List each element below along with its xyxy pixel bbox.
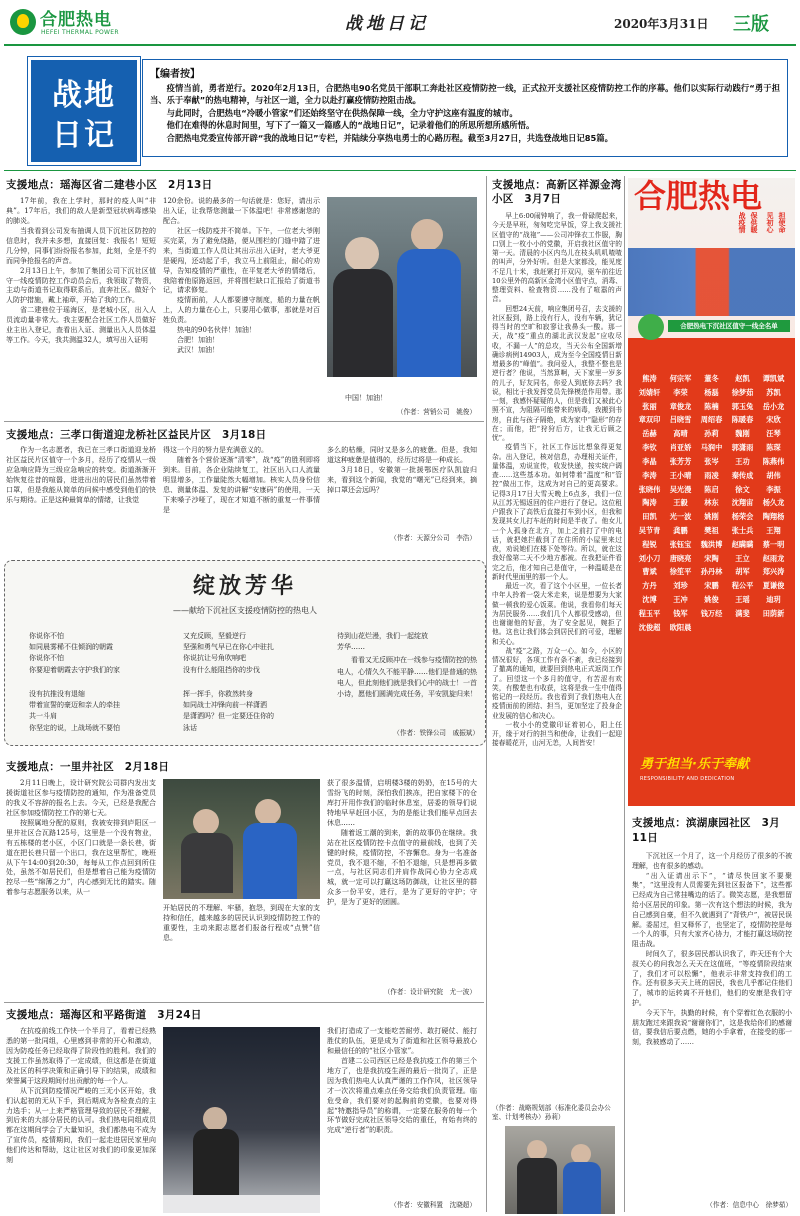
a3-photo <box>163 779 320 899</box>
a4-byline: （作者：安徽科置 沈晓超） <box>390 1201 476 1209</box>
staff-name: 董冬 <box>704 374 719 383</box>
staff-name: 田凯 <box>642 512 657 522</box>
article-4-col1 <box>6 1027 156 1213</box>
article-1-col2 <box>163 197 320 356</box>
staff-name: 岳小龙 <box>762 401 785 411</box>
staff-name: 孙丹林 <box>700 567 723 577</box>
staff-name: 张晓伟 <box>638 484 661 494</box>
staff-name: 秦传成 <box>731 470 754 480</box>
editor-note-p1: 疫情当前，勇者逆行。2020年2月13日，合肥热电90名党员干部职工奔赴社区疫情防控一线，正式拉开支援社区疫情防控工作的序幕。他们以实际行动践行“勇于担当、乐于奉献”的热电精神，与社区一道，全力以赴打赢疫情防控阻击战。 <box>150 83 780 106</box>
a1-p6: 社区一线防疫并不简单。下午，一位老大爷刚买完菜，为了避免绕路，便从围栏的门缝中踏了进来，当街道工作人员让其出示出入证时，老大爷更是硬闯，还动起了手，我立马上前阻止，耐心的劝导，告知疫情的严重性，在平复老大爷的情绪后，我陪着他原路返回，并将围栏缺口汇报给了街道书记，请求修复。 <box>163 226 320 295</box>
staff-name: 刘婧轩 <box>638 387 661 397</box>
a5-p5: 战“疫”之路，万众一心。如今，小区的情况很好，各项工作有条不紊，我已经接到了撤离的通知，就要回到热电正式返岗工作了。回望这一个多月的值守，有苦涩有欢笑，有酸楚也有收获，这将是我一生中值得铭记的一段经历。我也看到了我们热电人在疫情面前的团结、担当，更加坚定了投身企业发展的信心和决心。 <box>492 646 622 720</box>
column-divider <box>486 176 487 1212</box>
staff-name: 王瑶 <box>735 595 750 604</box>
poem-line: 如同晨雾稀不住倾润的朝霞 <box>29 643 113 652</box>
a1-p7: 疫情面前，人人都要遵守制度，船的力量在帆上，人的力量在心上，只要用心做事，那就是对百姓负责。 <box>163 296 320 325</box>
staff-name: 满斐 <box>735 608 750 618</box>
issue-date: 2020年3月31日 <box>614 17 709 31</box>
staff-name: 张钰宝 <box>669 539 692 549</box>
article-4-title: 支援地点：瑶海区和平路街道 3月24日 <box>6 1009 202 1021</box>
a3-p4: 获了很多温情，启明楼3楼的奶奶，在15号的大雪纷飞的时刻，深怕我们挨冻，把自家楼下的仓库打开用作我们的临时休息室，居委的领导们说特地早早赶回小区，为的是能让我们能早点回去休息…… <box>327 779 477 827</box>
staff-name: 李振 <box>766 484 781 494</box>
poem-stanza-1 <box>29 631 179 676</box>
staff-name: 陈燕伟 <box>762 456 785 466</box>
a2-p4: 多么的枯燥，同时又是多么的疲惫。但是，我知道这种疲惫是值得的，经历过将是一种成长。 <box>327 446 477 464</box>
article-1-col1 <box>6 197 156 346</box>
poem-byline: （作者：铁锋公司 戚振斌） <box>393 729 479 737</box>
page-header <box>0 0 800 48</box>
staff-name: 郭玉兔 <box>731 401 754 411</box>
poster-banner: 合肥热电下沉社区值守一线全名单 <box>668 320 790 332</box>
staff-name: 唐晓亮 <box>669 553 692 563</box>
staff-name: 程公平 <box>731 581 754 591</box>
article-6-title: 支援地点：滨湖康园社区 3月11日 <box>632 817 781 844</box>
a6-p3: 时间久了，很多居民都认识我了，昨天还有个大叔关心的问我怎么天天在这值班，“等疫情阶段结束了，我们才可以松懈”，他表示非常支持我们的工作。还有很多天天上班的居民，我也几乎都记住他们了，城市的运转离不开他们，他们的安康是我们守护。 <box>632 949 792 1007</box>
poem-line: 没有抗推没有退缩 <box>29 690 85 698</box>
poster-title: 合肥热电 <box>634 178 763 215</box>
poem-line: 你坚定的说，上战场就不要怕 <box>29 723 120 732</box>
a5-p4: 最近一次，看了这个小区里，一位长者中年人拎着一袋大米走来，说是想要为大家做一顿我的爱心饭菜。他说，我看你们每天为居民服务……我们几个人都很受感动，但也谢谢他的好意，为了安全起见，婉拒了他。这也让我们体会到居民们的可爱，理解和关心。 <box>492 582 622 646</box>
column-divider <box>624 176 625 1212</box>
poster-tag-1: 战疫情 <box>737 212 746 233</box>
staff-name: 杨荣会 <box>731 512 754 522</box>
staff-name: 欧阳晨 <box>669 622 692 632</box>
a2-byline: （作者：天源分公司 李浩） <box>390 534 476 542</box>
staff-name: 樊祖 <box>704 525 719 535</box>
staff-name: 王冲 <box>673 595 688 604</box>
column-title-line1: 战地 <box>52 78 116 113</box>
section-title: 战地日记 <box>345 14 429 34</box>
article-5-title: 支援地点：高新区祥源金湾小区 3月7日 <box>492 179 622 206</box>
editor-note-label: 【编者按】 <box>150 69 200 80</box>
staff-name: 赵凯 <box>735 374 750 383</box>
a1-closing-line: 中国！加油！ <box>345 394 387 402</box>
mascot-icon <box>638 314 664 340</box>
article-3-col2: 开始居民的不理解、牢骚，抱怨，到现在大家的支持和信任，越来越多的居民认识到疫情防控工作的重要性，主动来跟志愿者们报备行程或“点赞”信息。 <box>163 904 320 942</box>
page-number: 三版 <box>733 14 769 35</box>
poem-line: 坚强和勇气早已在你心中驻扎 <box>183 643 274 652</box>
staff-name: 杨磊 <box>704 387 719 397</box>
staff-name: 程锐 <box>642 539 657 549</box>
staff-name: 宋鹏 <box>704 581 719 591</box>
poem-line: 挥一挥手，你救然转身 <box>183 690 253 698</box>
poem-subtitle: ——献给下沉社区支援疫情防控的热电人 <box>173 606 317 615</box>
staff-name: 章双印 <box>638 415 661 425</box>
poster-slogan: 勇于担当·乐于奉献 <box>640 757 749 772</box>
poster-group-photo <box>628 248 795 316</box>
a5-p3: 疫情当下，社区工作远比想象得更复杂。出入登记，核对信息，办理相关证件，量体温，劝说宣传，收发快递，按实统户调查……这些基本功。如何带着“温度”和“管控”做出工作，这成为对自己的更高要求。记得3月17日大雪天晚上6点多，我们一位从江苏无锡返回的住户进行了登记。这位租户跟我下了高铁后直接打车到小区，但我和发现其女儿打车赶的时间是半夜了。他女儿一个人孤身在北方，加上之前打了中的电话，就把她拦截到了在住所的小屋里来过夜，劝说她们在楼下处等待。所以，就在这我好像第二天不少地方都被。在我把证件看完之后，他才知自己是值守，一种温暖是在新时代里面里的那一个人。 <box>492 443 622 581</box>
divider <box>4 170 796 171</box>
staff-name: 吕晓雪 <box>669 415 692 425</box>
a1-p4: 省二建巷位于瑶海区，是老城小区，出入人员流动量非常大。我主要配合社区工作人员做好业主出入登记，查看出入证、测量出入人员体温等工作。今天，我共测温32人，填写出入证明 <box>6 306 156 345</box>
staff-name: 张丽 <box>642 401 657 411</box>
a6-p1: 下沉社区一个月了，这一个月经历了很多的不被理解，也有很多的感动。 <box>632 852 792 870</box>
poster-tag-3: 见初心 <box>765 212 774 233</box>
staff-name: 沈翔宙 <box>731 498 754 508</box>
a4-p2: 从下沉到防疫情况严峻的三无小区开始，我们认起初的无从下手，到后期成为各检查点的主力选手；从一上来严格管理导致的居民不理解，到后来的大部分居民的认可。我们热电同组成员都在这期间学会了大量知识，我们都热电不成为了宣传员，疫情期间，我们一起走进居民家里向他们传达和帮助，这让社区对我们的印象更加深刻 <box>6 1086 156 1165</box>
editor-note-frame <box>142 59 788 157</box>
a3-byline: （作者：设计研究院 尤一波） <box>383 988 476 996</box>
staff-name: 徐梦茹 <box>731 387 754 397</box>
staff-name: 吴光漫 <box>669 484 692 494</box>
hefei-thermal-logo-icon <box>10 9 36 35</box>
poster-slogan-en: RESPONSIBILITY AND DEDICATION <box>640 776 735 782</box>
poem-line: 你要迎着朝霞去守护我们的家 <box>29 665 120 674</box>
a1-byline: （作者：营销公司 姚俊） <box>396 408 476 416</box>
column-title-line2: 日记 <box>52 118 116 153</box>
poem-line: 又充反顾，坚毅逆行 <box>183 632 246 640</box>
staff-name: 胡伟 <box>766 470 781 480</box>
article-5-body <box>492 212 622 1102</box>
staff-name: 周绍春 <box>700 415 723 425</box>
staff-name: 李钦 <box>642 443 657 453</box>
article-2-col2 <box>163 446 320 516</box>
a5-p1: 早上6:00闹钟响了，我一骨碌爬起来，今天是早班，匆匆吃完早饭，穿上我支援社区值守的“战袍”——公司冲锋衣工作服，胸口别上一枚小小的党徽，开启我社区值守的第一天。清晨的小区内鸟儿在枝头叽叽喳喳的叫声，分外好听。但是大家都没，能见度不足几十米，我赶紧打开双闪，驱车前往近10公里外的高新区金湾小区值守点，消毒、整理资料、检查物资……没有了喧嚣的声音。 <box>492 212 622 304</box>
a5-p2: 回想24天前，响应集团号召，去支援的社区报到，路上没有行人，没有车辆，犹记得当时的空旷和寂寥让我鼻头一酸。那一天，战“疫”重点的湖北武汉发起“应收尽收，不漏一人”的总攻，当天公布全国新增确诊病例14903人，成为至今全国疫情日新增最多的“峰值”。我问爱人，我整不整也是逆行者？他说，当然算啊，天下家里一岁多的儿子，好友同名，你爱人到底你去吗？我说，相比于我发挥党员先锋模范作用带。那一刻，我感怀疑疑的人，但是我们又被此心照不宣，为阻隔可能带来的病毒，我搬到书房，自此与孩子隔绝，成为家中“隐形”的存在；而他，把“狩狩后方，让我无后顾之忧”。 <box>492 304 622 442</box>
article-1-title: 支援地点：瑶海区省二建巷小区 2月13日 <box>6 179 213 191</box>
poem-line: 如同战士冲锋向前一样潇洒 <box>183 701 267 710</box>
a4-p4: 首建二公司西区已经是我抗疫工作的第三个地方了，也是我抗疫生涯的最后一批岗了，正是因为我们热电人认真严谨的工作作风，社区领导才一次次将重点难点任务交给我们负责管理。临危受命，我们要对的起胸前的党徽，也要对得起“特邀指导员”的称谓，一定要在服务的每一个环节做好完成社区领导交给的重任，有始有终的完成“逆行者”的职责。 <box>327 1056 477 1135</box>
staff-name: 刘珍 <box>673 581 688 591</box>
staff-name: 吴节青 <box>638 525 661 535</box>
staff-list-poster <box>628 178 795 806</box>
staff-name: 熊涛 <box>642 374 657 383</box>
article-3-col1 <box>6 779 156 898</box>
staff-name: 杨久龙 <box>762 498 785 508</box>
staff-name: 谭凯斌 <box>762 374 785 383</box>
poem-afterword: 看看又无反顾冲在一线参与疫情防控的热电人，心情久久不能平静……他们是普通的热电人，但此刻他们就是我们心中的战士！一首小诗，愿他们圆满完成任务，平安凯旋归来！ <box>337 656 477 698</box>
editor-note-p2: 与此同时，合肥热电“冷暖小管家”们还始终坚守在供热保障一线，全力守护这座有温度的城市。 <box>166 107 518 118</box>
a3-p2: 按照属地分配的原则，我被安排到庐阳区一里井社区合瓦路125号，这里是一个没有物业，有五栋楼的老小区，小区门口就是一条长巷，街道在把长巷只留一个出口，我在这里帮忙，晚班从下午14:00到20:30，每每从工作点回到所住处，虽然不如居民们，但是想着自己能为疫情防控尽一些“绵薄之力”，内心感到无比的踏实。随着参与志愿服务以来，从一 <box>6 818 156 897</box>
logo-subtext: HEFEI THERMAL POWER <box>41 29 119 36</box>
a3-p1: 2月11日晚上，设计研究院公司群内发出支援街道社区参与疫情防控的通知，作为准备党员的我义不容辞的报名上去。今天，已经是我配合社区参加疫情防控工作的第七天。 <box>6 779 156 817</box>
staff-name: 赵雨龙 <box>762 553 785 563</box>
poem-stanza-2 <box>29 689 179 734</box>
staff-name: 宋欣 <box>766 415 781 425</box>
staff-name: 陈楠 <box>704 401 719 411</box>
a1-photo <box>327 197 477 377</box>
poem-line: 没有什么能阻挡你的步伐 <box>183 665 260 674</box>
staff-name: 徐文 <box>735 484 750 494</box>
a5-photo <box>505 1126 615 1214</box>
staff-name: 岳赫 <box>642 429 657 439</box>
poem-line: 共一斗肩 <box>29 712 57 721</box>
staff-name: 王翔 <box>766 525 781 535</box>
divider <box>4 421 484 422</box>
editor-note-p4: 合肥热电党委宣传部开辟“我的战地日记”专栏，并陆续分享热电勇士的心路历程。截至3月27日，共选登战地日记85篇。 <box>166 132 613 143</box>
poster-tag-4: 担使命 <box>777 212 786 233</box>
a5-p6: 一枚小小的党徽印证着初心，阳上任开，缘于对行的担当和使命，让我们一起迎接春暖花开，山河无恙，人间皆安！ <box>492 720 622 748</box>
poem-line: 待到山花烂漫，我们一起绽放 <box>337 632 428 640</box>
poem-stanza-3 <box>183 631 333 676</box>
staff-name: 魏刚 <box>735 429 750 439</box>
staff-name: 苏凯 <box>766 387 781 397</box>
a2-p2: 得这一个月的努力是充满意义的。 <box>163 446 268 454</box>
staff-name: 汪琴 <box>766 429 781 439</box>
poem-title: 绽放芳华 <box>192 573 297 599</box>
a3-p5: 随着返工潮的到来，新的故事仍在继续。我站在社区疫情防控卡点值守的最前线，也到了关键的时候，疫情防控，不容懈怠。身为一名准备党员，我不退不缩，不怕不退缩，只是想再多做一点，与社区同志们并肩作战同心协力全志成城，就一定可以打赢这场防御战，让社区里的群众多一份平安，进行，是为了更好的守护；守护，是为了更好的团圆。 <box>327 828 477 907</box>
staff-name: 高晴 <box>673 429 688 439</box>
poem-stanza-5 <box>337 631 477 700</box>
staff-name: 陈启 <box>704 484 719 494</box>
staff-name: 刘小刀 <box>638 553 661 563</box>
staff-name: 蔡一明 <box>762 539 785 549</box>
staff-name: 肖亚娇 <box>669 443 692 453</box>
staff-name: 田荫新 <box>762 608 785 618</box>
staff-name: 钱军 <box>673 608 688 618</box>
poem-stanza-4 <box>183 689 333 734</box>
a1-p1: 17年前，我在上学时，那时的疫人叫“非典”。17年后，我们的敌人是新型冠状病毒感染的肺炎。 <box>6 197 156 225</box>
article-2-col3 <box>327 446 477 496</box>
staff-name: 龚鹏 <box>673 525 688 535</box>
header-rule <box>4 44 796 46</box>
staff-name: 何宗军 <box>669 374 692 383</box>
logo-text: 合肥热电 <box>40 10 112 30</box>
staff-name: 钱万经 <box>700 608 723 618</box>
staff-name: 张士兵 <box>731 525 754 535</box>
staff-name: 光一波 <box>669 512 692 522</box>
staff-name: 雨凌 <box>704 470 719 480</box>
staff-name: 程玉平 <box>638 608 661 618</box>
poem-line: 泳话 <box>183 723 197 732</box>
a6-p4: 今天下午，执勤的时候，有个穿着红色衣服的小朋友跑过来跟我说“谢谢你们”，这是我给你们的感谢信，要我信后要点燃，她的小手拿着，在接受的那一刻，我被感动了…… <box>632 1008 792 1047</box>
article-2-col1: 作为一名志愿者，我已在三孝口街道迎龙桥社区益民片区值守一个多月，经历了疫情从一级应急响应降为三级应急响应的转变。街道渐渐开始恢复往昔的喧嚣，进进出出的居民们虽然带着口罩，但是我能从简单的问候中感受到他们的快乐与期待。正是这种最简单的情绪，让我觉 <box>6 446 156 504</box>
poem-box <box>4 560 486 746</box>
staff-name: 姚刚 <box>704 512 719 522</box>
staff-name: 方丹 <box>642 581 657 591</box>
staff-name: 张岑 <box>704 456 719 466</box>
staff-name: 王毅 <box>673 498 688 508</box>
staff-names-grid <box>634 374 789 633</box>
staff-name: 陶涛 <box>642 498 657 508</box>
staff-name: 魏洪博 <box>700 539 723 549</box>
column-title-box <box>31 60 137 162</box>
staff-name: 李晶 <box>642 456 657 466</box>
staff-name: 宋陶 <box>704 553 719 563</box>
staff-name: 林东 <box>704 498 719 508</box>
a4-p1: 在抗疫前线工作快一个半月了，看着已经熟悉的第一批同组，心里感到非常的开心和激动，因为防疫任务已经取得了阶段性的胜利。我们的支援工作虽然取得了一定成绩，但这都是在街道及社区的科学决策和正确引导下的结果，成绩和荣誉属于这段期间付出贡献的每一个人。 <box>6 1027 156 1085</box>
a4-p3: 我们打造成了一支能吃苦耐劳、敢打硬仗、能打胜仗的队伍，更是成为了街道和社区领导最放心和最信任的的“社区小管家”。 <box>327 1027 477 1055</box>
staff-name: 章俊龙 <box>669 401 692 411</box>
staff-name: 陶翔杨 <box>762 512 785 522</box>
a4-photo <box>163 1027 320 1213</box>
a2-p5: 3月18日，安徽第一批援鄂医疗队凯旋归来，看到这个新闻，我觉的“曙光”已经到来，摘掉口罩还会远吗？ <box>327 465 477 494</box>
article-3-title: 支援地点：一里井社区 2月18日 <box>6 761 170 773</box>
a1-p10: 武汉！加油！ <box>177 346 219 355</box>
staff-name: 王立 <box>735 553 750 563</box>
a2-p3: 随着各个营价逐渐“清零”，战“疫”的胜利即将到来。目前，各企业陆续复工，社区出入口人流量明显增多，工作量陡然大幅增加。核实人员身份信息、测量体温、发复的讲解“安康码”的使用，一天下来嗓子沙哑了，现在才知道不断的重复一件事情是 <box>163 455 320 514</box>
editor-note-p3: 他们在难得的休息时间里，写下了一篇又一篇感人的“战地日记”，记录着他们的所思所想所感所悟。 <box>166 120 535 131</box>
staff-name: 迪玥 <box>766 595 781 604</box>
editor-note <box>150 67 780 144</box>
article-6-body <box>632 852 792 1048</box>
article-3-col3 <box>327 779 477 908</box>
staff-name: 郭潇雨 <box>731 443 754 453</box>
staff-name: 徐笙平 <box>669 567 692 577</box>
a6-p2: “出入证请出示下”，“请尽快回家不要聚集”，“这里没有人员需要先到社区报备下”，这些都已经成为自己常挂嘴边的话了。微笑志愿，是我想留给小区居民的印象。第一次有这个想法的时候，我为自己感到自豪，但不久就遇到了“背铁户”，被居民误解。委屈过，但又释怀了，也坚定了，疫情防控是每一个人的事，只有大家齐心协力，才能打赢这场防控阻击战。 <box>632 871 792 949</box>
staff-name: 陈琛 <box>766 443 781 453</box>
staff-name: 王功 <box>735 456 750 466</box>
a1-p8: 热电的90名伙伴！加油！ <box>177 326 256 335</box>
poem-line: 是潇洒吗？但一定要还住你的 <box>183 712 274 721</box>
a1-p2: 当我看到公司发布抽调人员下沉社区防控的信息时，我并未多想，直接回复：我报名！短短几分钟，同事们纷纷报名参加，此刻，全是不约而同争抢报名的声音。 <box>6 226 156 265</box>
staff-name: 李涛 <box>642 470 657 480</box>
staff-name: 姚俊 <box>704 595 719 604</box>
staff-name: 李荣 <box>673 387 688 397</box>
article-2-title: 支援地点：三孝口街道迎龙桥社区益民片区 3月18日 <box>6 429 267 441</box>
staff-name: 胡军 <box>735 567 750 577</box>
a6-byline: （作者：信息中心 徐梦茹） <box>706 1201 792 1209</box>
staff-name: 陈暖春 <box>731 415 754 425</box>
staff-name: 夏谦俊 <box>762 581 785 591</box>
article-4-col3 <box>327 1027 477 1136</box>
staff-name: 郑兴涛 <box>762 567 785 577</box>
a1-p3: 2月13日上午，参加了集团公司下沉社区值守一线疫情防控工作动员会后，我领取了物资，主动与街道书记取得联系后，直奔社区。做好个人防护措施，戴上袖章，开始了我的工作。 <box>6 266 156 305</box>
staff-name: 马润中 <box>700 443 723 453</box>
poem-line: 你说你不怕 <box>29 654 64 663</box>
a1-p9: 合肥！加油！ <box>177 336 219 345</box>
divider <box>4 1002 484 1003</box>
staff-name: 曹斌 <box>642 567 657 577</box>
staff-name: 沈俊超 <box>638 622 661 632</box>
a1-p5: 120余份。说的最多的一句话就是：您好，请出示出入证，让我帮您测量一下体温吧！非常感谢您的配合。 <box>163 197 320 225</box>
staff-name: 王小晴 <box>669 470 692 480</box>
poem-line: 带着宣誓的豪迈和亲人的牵挂 <box>29 701 120 710</box>
poem-line: 芳华…… <box>337 643 365 652</box>
poem-line: 你说你不怕 <box>29 632 64 640</box>
staff-name: 赵瞒瞒 <box>731 539 754 549</box>
staff-name: 张芳芳 <box>669 456 692 466</box>
poster-tag-2: 保供暖 <box>749 212 758 233</box>
staff-name: 孙莉 <box>704 429 719 439</box>
staff-name: 沈博 <box>642 595 657 604</box>
poem-line: 你说抗让号角吹响吧 <box>183 654 246 663</box>
a5-byline: （作者：战略规划部（标准化委员会办公室、计划考核办）孙莉） <box>492 1104 611 1122</box>
